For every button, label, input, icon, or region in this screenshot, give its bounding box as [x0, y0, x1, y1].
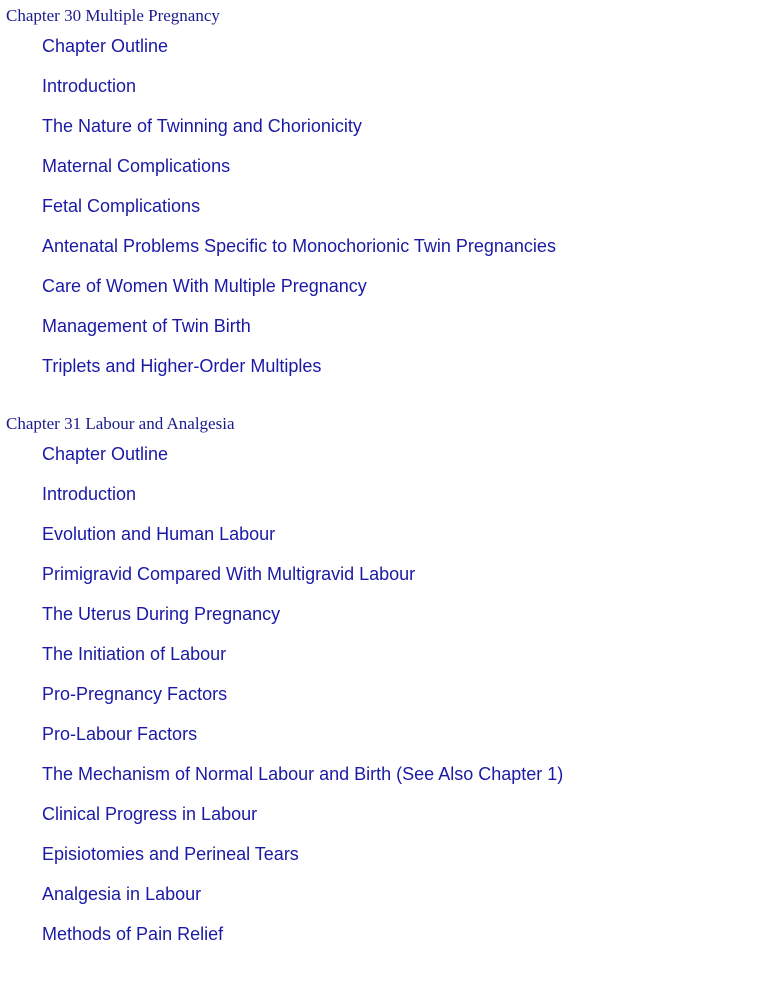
- section-list: [0, 434, 772, 954]
- list-item: [0, 794, 772, 834]
- section-link-initiation[interactable]: The Initiation of Labour: [42, 644, 227, 664]
- list-item: [0, 66, 772, 106]
- list-item: [0, 226, 772, 266]
- section-link-clinical-progress[interactable]: Clinical Progress in Labour: [42, 804, 258, 824]
- list-item: [0, 554, 772, 594]
- section-link-chapter-outline[interactable]: Chapter Outline: [42, 444, 169, 464]
- section-link-triplets[interactable]: Triplets and Higher-Order Multiples: [42, 356, 322, 376]
- section-link-mechanism[interactable]: The Mechanism of Normal Labour and Birth (See Also Chapter 1): [42, 764, 564, 784]
- section-link-evolution[interactable]: Evolution and Human Labour: [42, 524, 276, 544]
- list-item: [0, 914, 772, 954]
- section-link-episiotomies[interactable]: Episiotomies and Perineal Tears: [42, 844, 299, 864]
- list-item: [0, 186, 772, 226]
- section-link-introduction[interactable]: Introduction: [42, 76, 137, 96]
- list-item: [0, 266, 772, 306]
- section-link-pro-labour[interactable]: Pro-Labour Factors: [42, 724, 198, 744]
- section-link-uterus[interactable]: The Uterus During Pregnancy: [42, 604, 281, 624]
- list-item: [0, 674, 772, 714]
- list-item: [0, 106, 772, 146]
- list-item: [0, 26, 772, 66]
- chapter-31: [0, 414, 772, 954]
- chapter-30: [0, 0, 772, 386]
- list-item: [0, 146, 772, 186]
- section-link-introduction[interactable]: Introduction: [42, 484, 137, 504]
- list-item: [0, 714, 772, 754]
- list-item: [0, 754, 772, 794]
- list-item: [0, 306, 772, 346]
- list-item: [0, 634, 772, 674]
- list-item: [0, 474, 772, 514]
- section-link-fetal-complications[interactable]: Fetal Complications: [42, 196, 201, 216]
- section-list: [0, 26, 772, 386]
- section-link-primigravid[interactable]: Primigravid Compared With Multigravid Labour: [42, 564, 416, 584]
- section-link-chapter-outline[interactable]: Chapter Outline: [42, 36, 169, 56]
- section-link-pro-pregnancy[interactable]: Pro-Pregnancy Factors: [42, 684, 228, 704]
- list-item: [0, 874, 772, 914]
- list-item: [0, 834, 772, 874]
- list-item: [0, 514, 772, 554]
- section-link-analgesia[interactable]: Analgesia in Labour: [42, 884, 202, 904]
- section-link-twin-birth[interactable]: Management of Twin Birth: [42, 316, 251, 336]
- list-item: [0, 594, 772, 634]
- chapter-title[interactable]: Chapter 30 Multiple Pregnancy: [6, 6, 220, 25]
- chapter-title[interactable]: Chapter 31 Labour and Analgesia: [6, 414, 235, 433]
- section-link-care-of-women[interactable]: Care of Women With Multiple Pregnancy: [42, 276, 367, 296]
- list-item: [0, 434, 772, 474]
- section-link-nature-of-twinning[interactable]: The Nature of Twinning and Chorionicity: [42, 116, 362, 136]
- section-link-maternal-complications[interactable]: Maternal Complications: [42, 156, 231, 176]
- section-link-pain-relief[interactable]: Methods of Pain Relief: [42, 924, 224, 944]
- section-link-monochorionic-problems[interactable]: Antenatal Problems Specific to Monochorionic Twin Pregnancies: [42, 236, 556, 256]
- list-item: [0, 346, 772, 386]
